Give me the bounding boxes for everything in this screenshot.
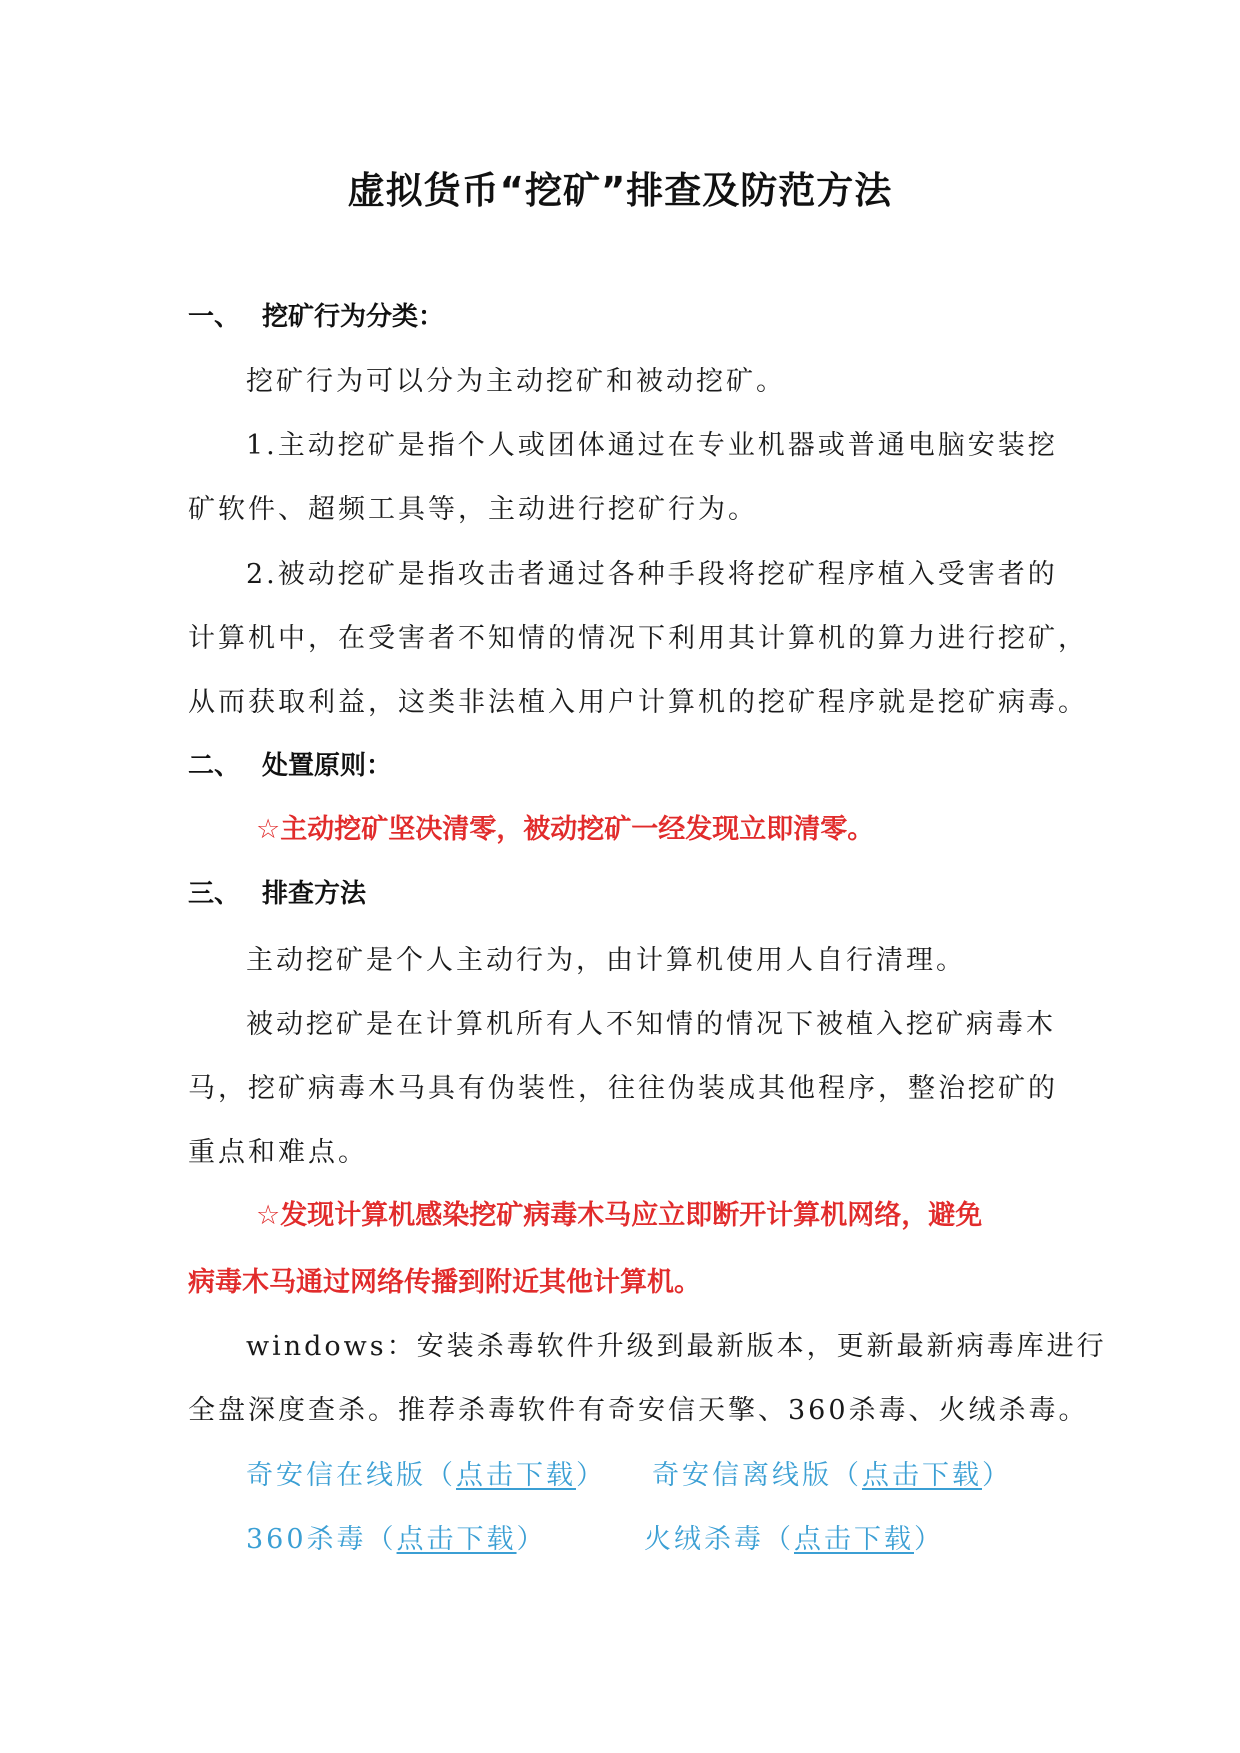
download-item-huorong: 火绒杀毒（点击下载） bbox=[644, 1524, 944, 1555]
download-item-name: 奇安信离线版 bbox=[652, 1460, 832, 1491]
paragraph-item2-line2: 计算机中，在受害者不知情的情况下利用其计算机的算力进行挖矿， bbox=[188, 623, 1088, 654]
section-number: 三、 bbox=[188, 879, 241, 909]
document-title: 虚拟货币“挖矿”排查及防范方法 bbox=[347, 169, 893, 212]
section-number: 一、 bbox=[188, 302, 241, 332]
section-heading-1 bbox=[188, 296, 444, 333]
paragraph-intro: 挖矿行为可以分为主动挖矿和被动挖矿。 bbox=[246, 366, 786, 397]
download-item-name: 火绒杀毒 bbox=[644, 1524, 764, 1555]
download-item-qianxin-offline: 奇安信离线版（点击下载） bbox=[652, 1460, 1012, 1491]
paragraph-windows-line1: windows：安装杀毒软件升级到最新版本，更新最新病毒库进行 bbox=[246, 1331, 1107, 1362]
section-title: 挖矿行为分类： bbox=[262, 302, 445, 332]
download-item-360: 360杀毒（点击下载） bbox=[246, 1524, 547, 1555]
download-link[interactable]: 点击下载 bbox=[456, 1460, 576, 1491]
section-heading-3 bbox=[188, 873, 366, 910]
download-link[interactable]: 点击下载 bbox=[396, 1524, 517, 1555]
infection-warning-line2: 病毒木马通过网络传播到附近其他计算机。 bbox=[188, 1267, 701, 1298]
paragraph-passive-line3: 重点和难点。 bbox=[188, 1137, 368, 1168]
download-item-name: 奇安信在线版 bbox=[246, 1460, 426, 1491]
infection-warning-line1: ☆发现计算机感染挖矿病毒木马应立即断开计算机网络，避免 bbox=[256, 1200, 983, 1231]
paragraph-item2-line3: 从而获取利益，这类非法植入用户计算机的挖矿程序就是挖矿病毒。 bbox=[188, 687, 1088, 718]
download-item-qianxin-online: 奇安信在线版（点击下载） bbox=[246, 1460, 606, 1491]
section-title: 处置原则： bbox=[262, 751, 393, 781]
paragraph-passive-line2: 马，挖矿病毒木马具有伪装性，往往伪装成其他程序，整治挖矿的 bbox=[188, 1073, 1058, 1104]
download-item-name: 360杀毒 bbox=[246, 1524, 367, 1555]
section-title: 排查方法 bbox=[262, 879, 367, 909]
section-heading-2 bbox=[188, 745, 392, 782]
download-link[interactable]: 点击下载 bbox=[862, 1460, 982, 1491]
download-link[interactable]: 点击下载 bbox=[794, 1524, 914, 1555]
paragraph-item1-line2: 矿软件、超频工具等，主动进行挖矿行为。 bbox=[188, 494, 758, 525]
paragraph-windows-line2: 全盘深度查杀。推荐杀毒软件有奇安信天擎、360杀毒、火绒杀毒。 bbox=[188, 1395, 1089, 1426]
paragraph-active-mining: 主动挖矿是个人主动行为，由计算机使用人自行清理。 bbox=[246, 945, 966, 976]
paragraph-item2-line1: 2.被动挖矿是指攻击者通过各种手段将挖矿程序植入受害者的 bbox=[246, 559, 1058, 590]
paragraph-item1-line1: 1.主动挖矿是指个人或团体通过在专业机器或普通电脑安装挖 bbox=[246, 430, 1058, 461]
paragraph-passive-line1: 被动挖矿是在计算机所有人不知情的情况下被植入挖矿病毒木 bbox=[246, 1009, 1056, 1040]
section-number: 二、 bbox=[188, 751, 241, 781]
principle-warning: ☆主动挖矿坚决清零，被动挖矿一经发现立即清零。 bbox=[256, 814, 875, 845]
